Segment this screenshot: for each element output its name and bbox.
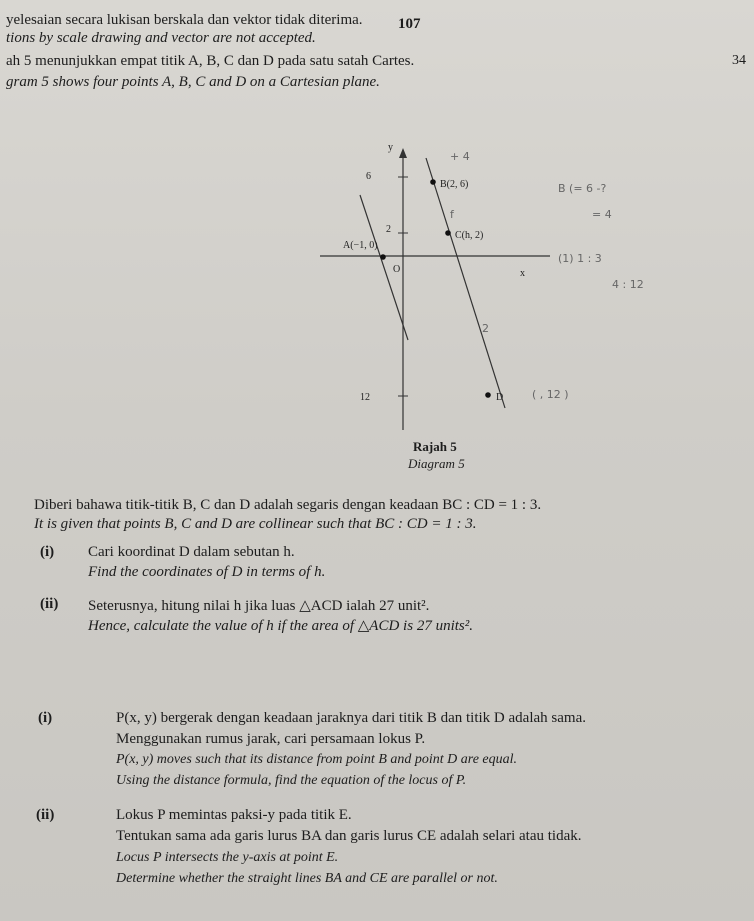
handwriting-note: 4 : 12 — [612, 278, 644, 291]
line-through-A — [360, 195, 408, 340]
y-axis-arrow — [399, 148, 407, 158]
cartesian-diagram — [300, 140, 680, 430]
diagram-intro-english: gram 5 shows four points A, B, C and D on a Cartesian plane. — [6, 74, 380, 90]
part-b-i-malay-line1: P(x, y) bergerak dengan keadaan jaraknya dari titik B dan titik D adalah sama. — [116, 710, 586, 726]
handwriting-note: B (= 6 -? — [558, 182, 607, 195]
tick-12-label: 12 — [360, 392, 370, 403]
intro-line-english: tions by scale drawing and vector are not accepted. — [6, 30, 316, 46]
x-axis-label: x — [520, 268, 525, 279]
part-a-i-malay: Cari koordinat D dalam sebutan h. — [88, 544, 295, 560]
handwriting-note: ( , 12 ) — [532, 388, 569, 401]
origin-label: O — [393, 264, 401, 275]
part-b-ii-number: (ii) — [36, 807, 55, 823]
diagram-caption-english: Diagram 5 — [408, 456, 465, 471]
point-B-label: B(2, 6) — [440, 179, 469, 190]
tick-6-label: 6 — [366, 171, 371, 182]
intro-line-malay: yelesaian secara lukisan berskala dan vektor tidak diterima. — [6, 12, 363, 28]
handwriting-note: + 4 — [450, 150, 470, 163]
point-D-label: D — [496, 392, 504, 403]
line-BCD — [426, 158, 505, 408]
part-a-i-number: (i) — [40, 544, 55, 560]
part-a-ii-malay: Seterusnya, hitung nilai h jika luas △ACD ialah 27 unit². — [88, 598, 430, 614]
part-a-ii-number: (ii) — [40, 596, 59, 612]
handwriting-note: = 4 — [592, 208, 612, 221]
diagram-caption-malay: Rajah 5 — [413, 439, 457, 454]
tick-2-label: 2 — [386, 224, 391, 235]
part-b-i-english-line2: Using the distance formula, find the equation of the locus of P. — [116, 773, 467, 788]
handwriting-note: f — [450, 208, 454, 221]
diagram-intro-malay: ah 5 menunjukkan empat titik A, B, C dan D pada satu satah Cartes. — [6, 53, 415, 69]
handwriting-note: (1) 1 : 3 — [558, 252, 602, 265]
part-b-ii-malay-line1: Lokus P memintas paksi-y pada titik E. — [116, 807, 352, 823]
given-statement-english: It is given that points B, C and D are collinear such that BC : CD = 1 : 3. — [34, 516, 477, 532]
page-number: 107 — [398, 16, 421, 32]
point-A-marker — [380, 254, 386, 260]
point-A-label: A(−1, 0) — [343, 240, 378, 251]
point-D-marker — [485, 392, 491, 398]
part-b-i-number: (i) — [38, 710, 53, 726]
cartesian-plane — [300, 140, 680, 430]
y-axis-label: y — [388, 142, 393, 153]
handwriting-note: 2 — [482, 322, 489, 335]
point-B-marker — [430, 179, 436, 185]
part-b-ii-english-line2: Determine whether the straight lines BA and CE are parallel or not. — [116, 871, 498, 886]
given-statement-malay: Diberi bahawa titik-titik B, C dan D adalah segaris dengan keadaan BC : CD = 1 : 3. — [34, 497, 542, 513]
part-b-ii-malay-line2: Tentukan sama ada garis lurus BA dan garis lurus CE adalah selari atau tidak. — [116, 828, 582, 844]
part-a-i-english: Find the coordinates of D in terms of h. — [88, 564, 326, 580]
part-a-ii-english: Hence, calculate the value of h if the area of △ACD is 27 units². — [88, 618, 473, 634]
part-b-i-english-line1: P(x, y) moves such that its distance from point B and point D are equal. — [116, 752, 518, 767]
question-marks-number: 34 — [732, 53, 746, 68]
part-b-ii-english-line1: Locus P intersects the y-axis at point E. — [116, 850, 339, 865]
part-b-i-malay-line2: Menggunakan rumus jarak, cari persamaan lokus P. — [116, 731, 426, 747]
point-C-label: C(h, 2) — [455, 230, 484, 241]
point-C-marker — [445, 230, 451, 236]
